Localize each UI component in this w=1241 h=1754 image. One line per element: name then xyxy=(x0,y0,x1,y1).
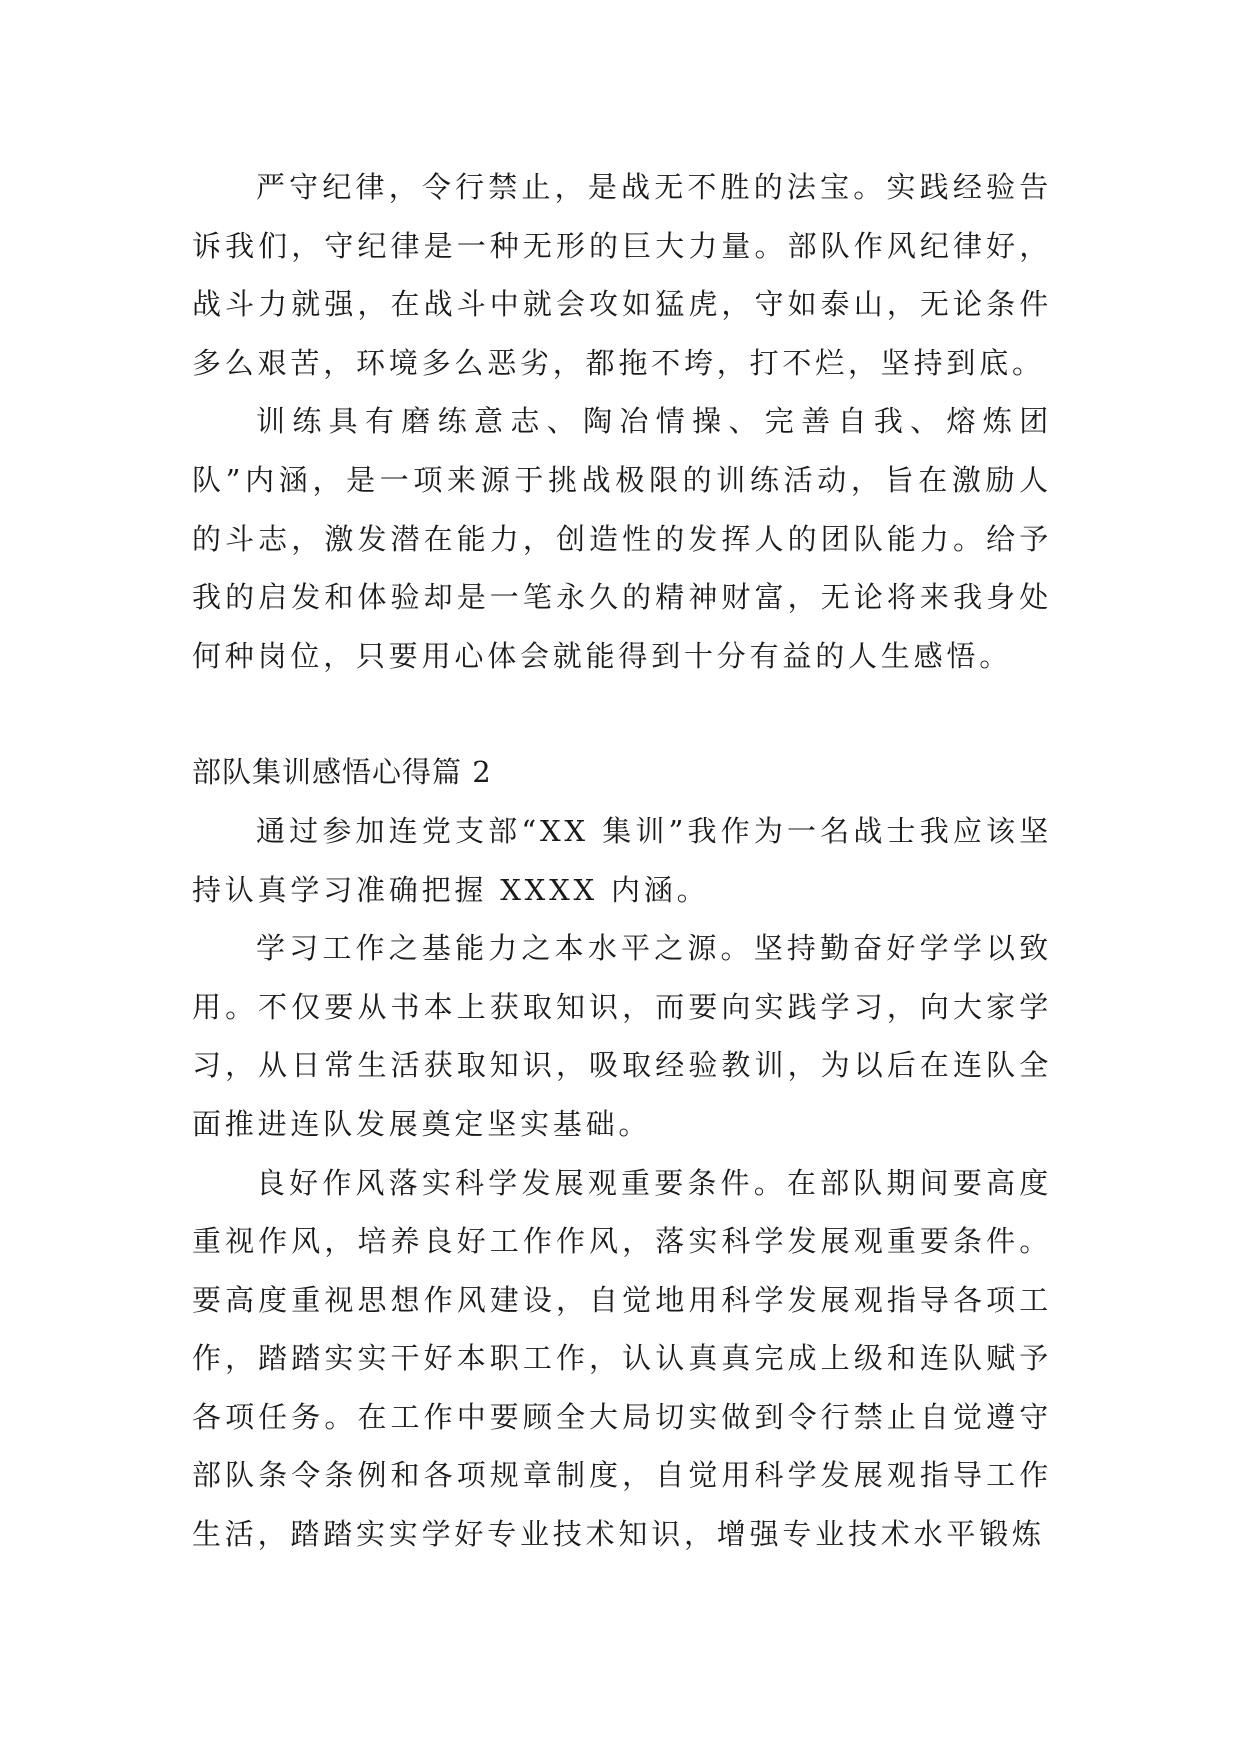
document-body xyxy=(192,158,1052,1564)
paragraph-learning: 学习工作之基能力之本水平之源。坚持勤奋好学学以致用。不仅要从书本上获取知识，而要向实践学习，向大家学习，从日常生活获取知识，吸取经验教训，为以后在连队全面推进连队发展奠定坚实基础。 xyxy=(192,931,1052,1141)
section-spacer xyxy=(192,685,1052,743)
section-title: 部队集训感悟心得篇 2 xyxy=(192,755,492,790)
paragraph-discipline: 严守纪律，令行禁止，是战无不胜的法宝。实践经验告诉我们，守纪律是一种无形的巨大力量。部队作风纪律好，战斗力就强，在战斗中就会攻如猛虎，守如泰山，无论条件多么艰苦，环境多么恶劣，都拖不垮，打不烂，坚持到底。 xyxy=(192,170,1052,380)
paragraph-study-intro: 通过参加连党支部“XX 集训”我作为一名战士我应该坚持认真学习准确把握 XXXX 内涵。 xyxy=(192,813,1052,907)
paragraph-training: 训练具有磨练意志、陶冶情操、完善自我、熔炼团队”内涵，是一项来源于挑战极限的训练活动，旨在激励人的斗志，激发潜在能力，创造性的发挥人的团队能力。给予我的启发和体验却是一笔永久的精神财富，无论将来我身处何种岗位，只要用心体会就能得到十分有益的人生感悟。 xyxy=(192,404,1052,673)
paragraph-work-style: 良好作风落实科学发展观重要条件。在部队期间要高度重视作风，培养良好工作作风，落实科学发展观重要条件。要高度重视思想作风建设，自觉地用科学发展观指导各项工作，踏踏实实干好本职工作，认认真真完成上级和连队赋予各项任务。在工作中要顾全大局切实做到令行禁止自觉遵守部队条令条例和各项规章制度，自觉用科学发展观指导工作生活，踏踏实实学好专业技术知识，增强专业技术水平锻炼 xyxy=(192,1165,1052,1552)
